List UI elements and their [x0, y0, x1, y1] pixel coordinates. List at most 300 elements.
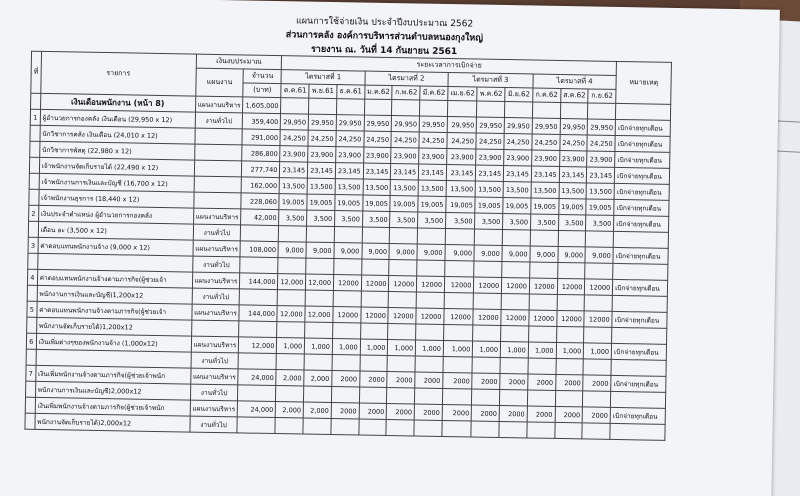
row-month-value: 13,500 — [531, 182, 559, 198]
row-month-value — [586, 231, 614, 247]
row-item: พนักงานจัดเก็บรายได้)2,000x12 — [35, 413, 190, 432]
row-month-value: 12000 — [333, 275, 361, 291]
row-number — [26, 349, 36, 365]
row-month-value — [333, 291, 361, 307]
row-month-value: 19,005 — [558, 198, 586, 214]
row-amount: 286,800 — [242, 145, 280, 162]
row-note — [616, 103, 671, 120]
row-month-value: 13,500 — [335, 179, 363, 195]
row-month-value: 19,005 — [279, 194, 307, 210]
row-note: เบิกจ่ายทุกเดือน — [615, 167, 670, 184]
row-month-value — [416, 292, 444, 308]
row-month-value: 12000 — [444, 308, 474, 325]
row-month-value: 19,005 — [531, 198, 559, 214]
row-month-value — [331, 419, 359, 435]
row-month-value: 19,005 — [363, 195, 391, 211]
row-month-value — [306, 226, 334, 242]
row-month-value — [584, 327, 612, 343]
row-month-value: 24,250 — [336, 131, 364, 147]
row-month-value: 24,250 — [280, 130, 308, 146]
row-note — [611, 391, 666, 408]
header-month: พ.ค.62 — [477, 87, 505, 101]
row-month-value: 9,000 — [558, 246, 586, 262]
row-month-value — [555, 422, 583, 438]
row-month-value: 2000 — [555, 374, 583, 390]
row-note — [613, 263, 668, 280]
row-month-value — [505, 102, 533, 118]
row-month-value — [502, 229, 530, 245]
row-month-value: 12,000 — [306, 274, 334, 290]
row-month-value: 13,500 — [363, 179, 391, 195]
row-month-value: 1,000 — [332, 339, 360, 355]
row-month-value — [392, 100, 420, 116]
row-plan — [194, 144, 242, 161]
row-number — [30, 141, 40, 157]
row-month-value: 13,500 — [280, 178, 308, 194]
row-amount — [240, 257, 278, 274]
row-number: 4 — [27, 269, 37, 285]
row-month-value: 9,000 — [389, 244, 417, 260]
row-month-value: 23,145 — [391, 164, 419, 180]
row-month-value: 23,145 — [559, 166, 587, 182]
header-month: มี.ค.62 — [420, 86, 448, 100]
row-month-value — [304, 354, 332, 370]
row-month-value: 2,000 — [276, 370, 304, 386]
row-month-value — [530, 230, 558, 246]
row-item: เงินเดือนพนักงาน (หน้า 8) — [40, 93, 195, 112]
row-month-value: 1,000 — [443, 340, 473, 357]
header-budget: เงินงบประมาณ — [196, 54, 282, 69]
row-month-value: 9,000 — [306, 242, 334, 258]
row-month-value — [359, 419, 387, 435]
row-month-value: 2000 — [555, 406, 583, 422]
header-quarter: ไตรมาสที่ 1 — [281, 70, 364, 85]
row-month-value: 29,950 — [281, 114, 309, 130]
header-month: ม.ค.62 — [364, 85, 392, 99]
row-month-value: 24,250 — [504, 133, 532, 149]
row-month-value: 2000 — [415, 372, 443, 388]
header-item: รายการ — [40, 51, 196, 96]
row-item: พนักงานจัดเก็บรายได้)1,200x12 — [36, 317, 191, 336]
row-plan: แผนงานบริหาร — [190, 368, 238, 385]
header-month: ต.ค.61 — [281, 84, 309, 98]
row-month-value: 1,000 — [360, 339, 388, 355]
row-item: เงินประจำตำแหน่ง ผู้อำนวยการกองคลัง — [38, 205, 193, 224]
row-month-value: 12000 — [529, 310, 557, 326]
row-item: ค่าตอบแทนพนักงานจ้าง (9,000 x 12) — [38, 237, 193, 256]
row-month-value: 29,950 — [308, 114, 336, 130]
row-month-value: 2000 — [359, 371, 387, 387]
row-month-value: 23,900 — [504, 149, 532, 165]
row-month-value: 13,500 — [587, 183, 615, 199]
row-month-value: 1,000 — [416, 340, 444, 356]
row-month-value: 3,500 — [418, 212, 446, 228]
row-month-value: 24,250 — [587, 135, 615, 151]
row-item: ค่าตอบแทนพนักงานจ้างตามภารกิจ(ผู้ช่วยเจ้า — [37, 301, 192, 320]
row-month-value: 2000 — [414, 404, 442, 420]
row-month-value — [471, 421, 499, 437]
row-month-value: 13,500 — [559, 182, 587, 198]
row-month-value: 12000 — [584, 311, 612, 327]
row-plan: งานทั่วไป — [191, 352, 239, 369]
row-item: เดือน ละ (3,500 x 12) — [38, 221, 193, 240]
row-month-value — [361, 291, 389, 307]
row-amount — [241, 225, 279, 242]
row-month-value: 29,950 — [477, 117, 505, 133]
row-note: เบิกจ่ายทุกเดือน — [615, 151, 670, 168]
row-month-value — [332, 355, 360, 371]
row-number — [27, 285, 37, 301]
row-month-value — [415, 356, 443, 372]
row-month-value: 13,500 — [503, 181, 531, 197]
row-number — [26, 381, 36, 397]
row-month-value — [501, 325, 529, 341]
row-month-value: 12000 — [529, 278, 557, 294]
row-number — [31, 93, 41, 109]
row-month-value: 3,500 — [362, 211, 390, 227]
row-month-value: 23,900 — [559, 150, 587, 166]
row-month-value — [557, 294, 585, 310]
row-number — [28, 221, 38, 237]
row-plan: งานทั่วไป — [190, 416, 238, 433]
row-month-value: 12000 — [333, 307, 361, 323]
row-plan — [193, 192, 241, 209]
row-month-value: 13,500 — [307, 178, 335, 194]
row-month-value — [420, 100, 448, 116]
row-month-value: 19,005 — [503, 197, 531, 213]
row-month-value: 2000 — [443, 372, 473, 389]
row-month-value — [305, 322, 333, 338]
row-month-value: 29,950 — [504, 118, 532, 134]
row-item: พนักงานการเงินและบัญชี)1,200x12 — [37, 285, 192, 304]
row-plan: งานทั่วไป — [190, 384, 238, 401]
row-month-value: 2000 — [472, 373, 500, 389]
row-note: เบิกจ่ายทุกเดือน — [611, 375, 666, 392]
row-month-value: 2000 — [387, 371, 415, 387]
row-item: นักวิชาการพัสดุ (22,980 x 12) — [39, 141, 194, 160]
row-month-value: 9,000 — [502, 245, 530, 261]
row-month-value: 9,000 — [445, 244, 475, 261]
row-month-value: 24,250 — [308, 130, 336, 146]
row-note: เบิกจ่ายทุกเดือน — [615, 119, 670, 136]
header-note: หมายเหตุ — [616, 61, 672, 104]
row-month-value: 2000 — [499, 405, 527, 421]
row-number — [27, 317, 37, 333]
row-month-value — [360, 355, 388, 371]
row-month-value: 19,005 — [418, 196, 446, 212]
row-month-value — [585, 295, 613, 311]
row-month-value — [362, 227, 390, 243]
row-month-value — [442, 388, 472, 405]
row-plan: แผนงานบริหาร — [191, 304, 239, 321]
row-month-value — [444, 324, 474, 341]
row-month-value — [445, 260, 475, 277]
row-month-value: 1,000 — [277, 338, 305, 354]
header-quarter: ไตรมาสที่ 4 — [533, 74, 616, 89]
row-amount: 42,000 — [241, 209, 279, 226]
row-month-value: 1,000 — [305, 338, 333, 354]
row-month-value — [585, 263, 613, 279]
row-number — [25, 413, 35, 429]
row-month-value: 29,950 — [588, 119, 616, 135]
row-month-value — [473, 325, 501, 341]
row-month-value: 9,000 — [474, 245, 502, 261]
row-month-value — [443, 356, 473, 373]
row-amount — [238, 385, 276, 402]
row-month-value: 23,145 — [308, 162, 336, 178]
row-month-value — [387, 355, 415, 371]
row-month-value: 2,000 — [303, 402, 331, 418]
row-month-value — [386, 419, 414, 435]
row-month-value: 13,500 — [446, 180, 476, 197]
row-plan: งานทั่วไป — [193, 224, 241, 241]
row-month-value: 23,900 — [336, 147, 364, 163]
header-month: ก.ค.62 — [533, 88, 561, 102]
row-month-value: 29,950 — [392, 116, 420, 132]
row-amount: 359,400 — [243, 113, 281, 130]
row-plan — [194, 176, 242, 193]
row-plan: แผนงานบริหาร — [193, 208, 241, 225]
row-note — [610, 423, 665, 440]
row-month-value — [304, 386, 332, 402]
row-month-value — [528, 358, 556, 374]
row-month-value — [500, 357, 528, 373]
row-plan — [191, 320, 239, 337]
row-month-value — [364, 99, 392, 115]
row-month-value: 12000 — [361, 275, 389, 291]
row-note — [613, 231, 668, 248]
row-note: เบิกจ่ายทุกเดือน — [614, 215, 669, 232]
row-month-value — [583, 391, 611, 407]
row-month-value — [583, 359, 611, 375]
row-note: เบิกจ่ายทุกเดือน — [614, 183, 669, 200]
row-month-value: 23,145 — [280, 162, 308, 178]
row-month-value: 12,000 — [305, 306, 333, 322]
row-month-value — [442, 420, 472, 437]
row-item: เจ้าพนักงานธุรการ (18,440 x 12) — [38, 189, 193, 208]
row-month-value — [388, 324, 416, 340]
row-month-value: 1,000 — [584, 343, 612, 359]
row-month-value: 2000 — [472, 405, 500, 421]
row-item: ค่าตอบแทนพนักงานจ้างตามภารกิจ(ผู้ช่วยเจ้า — [37, 269, 192, 288]
row-month-value: 19,005 — [307, 194, 335, 210]
row-month-value — [275, 418, 303, 434]
row-month-value — [474, 261, 502, 277]
row-month-value: 12000 — [416, 308, 444, 324]
row-month-value — [555, 390, 583, 406]
row-month-value: 12,000 — [278, 274, 306, 290]
row-month-value: 29,950 — [419, 116, 447, 132]
row-month-value: 3,500 — [335, 211, 363, 227]
row-month-value — [500, 389, 528, 405]
row-month-value — [527, 422, 555, 438]
row-note — [612, 295, 667, 312]
row-plan: แผนงานบริหาร — [191, 336, 239, 353]
row-month-value: 19,005 — [390, 196, 418, 212]
row-month-value: 1,000 — [528, 342, 556, 358]
row-amount: 277,740 — [242, 161, 280, 178]
header-month: ก.พ.62 — [392, 86, 420, 100]
row-number: 7 — [26, 365, 36, 381]
budget-table — [24, 51, 672, 441]
row-month-value: 12000 — [474, 277, 502, 293]
row-number — [29, 189, 39, 205]
row-amount — [237, 417, 275, 434]
row-month-value: 23,145 — [419, 164, 447, 180]
row-month-value: 19,005 — [586, 199, 614, 215]
row-month-value: 24,250 — [447, 132, 477, 149]
row-month-value: 3,500 — [390, 212, 418, 228]
row-month-value — [309, 98, 337, 114]
row-item: เงินเพิ่มต่างๆของพนักงานจ้าง (1,000x12) — [36, 333, 191, 352]
row-month-value: 12000 — [389, 276, 417, 292]
row-note: เบิกจ่ายทุกเดือน — [610, 407, 665, 424]
row-month-value — [474, 293, 502, 309]
row-plan — [195, 128, 243, 145]
row-amount: 1,605,000 — [243, 97, 281, 114]
row-month-value: 24,250 — [419, 132, 447, 148]
row-month-value: 12000 — [361, 307, 389, 323]
row-month-value — [556, 358, 584, 374]
row-month-value — [444, 292, 474, 309]
row-month-value: 23,900 — [419, 148, 447, 164]
row-month-value: 2000 — [331, 403, 359, 419]
row-month-value: 23,145 — [335, 163, 363, 179]
row-plan: แผนงานบริหาร — [190, 400, 238, 417]
row-number — [30, 125, 40, 141]
row-plan: งานทั่วไป — [192, 288, 240, 305]
row-month-value: 2000 — [583, 407, 611, 423]
header-quarter: ไตรมาสที่ 3 — [448, 73, 533, 88]
row-month-value: 9,000 — [334, 243, 362, 259]
row-note: เบิกจ่ายทุกเดือน — [613, 279, 668, 296]
row-month-value — [416, 324, 444, 340]
row-month-value: 12000 — [501, 309, 529, 325]
row-number — [29, 173, 39, 189]
row-plan — [194, 160, 242, 177]
row-month-value — [472, 389, 500, 405]
doc-subtitle: ส่วนการคลัง องค์การบริหารส่วนตำบลหนองกุงใหญ่ — [285, 30, 484, 44]
row-item: เงินเพิ่มพนักงานจ้างตามภารกิจ(ผู้ช่วยเจ้าพนัก — [35, 365, 190, 384]
row-number — [29, 157, 39, 173]
header-plan: แผนงาน — [195, 68, 243, 97]
row-note — [612, 327, 667, 344]
row-month-value — [389, 260, 417, 276]
row-month-value: 23,900 — [532, 150, 560, 166]
row-month-value: 13,500 — [391, 180, 419, 196]
header-month: พ.ย.61 — [309, 84, 337, 98]
row-month-value: 23,900 — [447, 148, 477, 165]
row-month-value: 2000 — [527, 406, 555, 422]
row-month-value — [532, 102, 560, 118]
row-month-value: 12000 — [502, 277, 530, 293]
header-month: ธ.ค.61 — [337, 85, 365, 99]
row-month-value: 2,000 — [304, 370, 332, 386]
row-month-value — [360, 323, 388, 339]
row-number — [25, 397, 35, 413]
row-month-value — [278, 290, 306, 306]
row-month-value: 9,000 — [417, 244, 445, 260]
row-month-value: 24,250 — [560, 134, 588, 150]
row-amount: 144,000 — [240, 273, 278, 290]
row-month-value: 3,500 — [503, 213, 531, 229]
row-month-value — [390, 228, 418, 244]
row-month-value — [389, 292, 417, 308]
row-month-value — [303, 418, 331, 434]
row-month-value — [417, 260, 445, 276]
row-note: เบิกจ่ายทุกเดือน — [615, 135, 670, 152]
row-item: เงินเพิ่มพนักงานจ้างตามภารกิจ(ผู้ช่วยเจ้าพนัก — [35, 397, 190, 416]
row-month-value: 1,000 — [556, 342, 584, 358]
row-month-value — [556, 326, 584, 342]
row-month-value: 3,500 — [307, 210, 335, 226]
row-month-value: 3,500 — [558, 214, 586, 230]
row-month-value: 2000 — [387, 403, 415, 419]
row-month-value — [336, 99, 364, 115]
header-month: มิ.ย.62 — [505, 88, 533, 102]
row-month-value — [279, 226, 307, 242]
row-amount: 24,000 — [238, 401, 276, 418]
row-month-value: 9,000 — [278, 242, 306, 258]
row-month-value: 2000 — [332, 371, 360, 387]
row-month-value: 12000 — [473, 309, 501, 325]
row-month-value: 3,500 — [279, 210, 307, 226]
row-month-value — [558, 230, 586, 246]
row-month-value: 29,950 — [336, 115, 364, 131]
row-amount — [238, 353, 276, 370]
row-month-value: 23,145 — [504, 165, 532, 181]
row-amount — [239, 321, 277, 338]
row-month-value: 3,500 — [530, 214, 558, 230]
row-month-value: 9,000 — [530, 246, 558, 262]
row-amount: 12,000 — [239, 337, 277, 354]
row-month-value — [445, 228, 475, 245]
row-month-value — [334, 227, 362, 243]
row-month-value: 1,000 — [388, 339, 416, 355]
row-month-value: 1,000 — [473, 341, 501, 357]
row-note — [611, 359, 666, 376]
row-month-value — [528, 326, 556, 342]
row-amount: 162,000 — [241, 177, 279, 194]
row-month-value: 9,000 — [585, 247, 613, 263]
row-month-value: 29,950 — [447, 117, 477, 134]
row-month-value: 29,950 — [364, 115, 392, 131]
row-plan: แผนงานบริหาร — [195, 96, 243, 113]
row-plan: งานทั่วไป — [192, 256, 240, 273]
row-month-value — [502, 261, 530, 277]
row-number: 3 — [28, 237, 38, 253]
row-month-value — [387, 387, 415, 403]
row-month-value — [281, 98, 309, 114]
row-amount: 228,060 — [241, 193, 279, 210]
row-month-value: 2000 — [528, 374, 556, 390]
header-amount: จำนวน — [243, 69, 281, 84]
header-quarter: ไตรมาสที่ 2 — [365, 71, 448, 86]
row-month-value — [415, 388, 443, 404]
row-month-value — [333, 323, 361, 339]
row-month-value: 12000 — [417, 276, 445, 292]
row-month-value — [417, 228, 445, 244]
row-month-value: 24,250 — [532, 134, 560, 150]
row-amount: 24,000 — [238, 369, 276, 386]
row-month-value: 12000 — [388, 308, 416, 324]
row-month-value: 23,145 — [587, 167, 615, 183]
row-month-value: 13,500 — [418, 180, 446, 196]
row-number: 2 — [29, 205, 39, 221]
row-month-value: 2,000 — [276, 402, 304, 418]
row-month-value: 12000 — [585, 279, 613, 295]
row-month-value — [499, 421, 527, 437]
